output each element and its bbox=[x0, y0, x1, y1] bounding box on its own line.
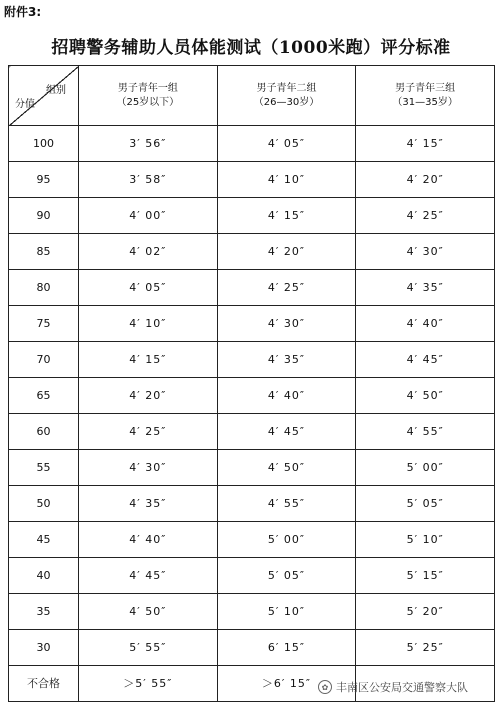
group-name: 男子青年三组 bbox=[395, 82, 456, 94]
group1-time-cell: 4′ 00″ bbox=[79, 198, 218, 234]
table-row bbox=[9, 198, 495, 234]
group3-time-cell: 5′ 15″ bbox=[356, 558, 495, 594]
score-cell: 70 bbox=[9, 342, 79, 378]
group1-time-cell: 4′ 10″ bbox=[79, 306, 218, 342]
group-age-range: （25岁以下） bbox=[116, 96, 180, 108]
table-row bbox=[9, 270, 495, 306]
score-cell: 90 bbox=[9, 198, 79, 234]
group-name: 男子青年一组 bbox=[117, 82, 178, 94]
score-cell: 35 bbox=[9, 594, 79, 630]
group1-time-cell: 4′ 45″ bbox=[79, 558, 218, 594]
group1-time-cell: 4′ 05″ bbox=[79, 270, 218, 306]
score-cell: 30 bbox=[9, 630, 79, 666]
group3-time-cell: 4′ 35″ bbox=[356, 270, 495, 306]
group-name: 男子青年二组 bbox=[256, 82, 317, 94]
group3-time-cell: 5′ 00″ bbox=[356, 450, 495, 486]
group2-time-cell: 4′ 20″ bbox=[217, 234, 356, 270]
group3-time-cell: 5′ 05″ bbox=[356, 486, 495, 522]
table-row bbox=[9, 486, 495, 522]
score-cell: 不合格 bbox=[9, 666, 79, 702]
score-cell: 65 bbox=[9, 378, 79, 414]
group2-time-cell: 4′ 50″ bbox=[217, 450, 356, 486]
group1-time-cell: 4′ 25″ bbox=[79, 414, 218, 450]
group2-time-cell: 4′ 05″ bbox=[217, 126, 356, 162]
group3-time-cell: 4′ 40″ bbox=[356, 306, 495, 342]
table-row bbox=[9, 522, 495, 558]
group3-time-cell: 4′ 50″ bbox=[356, 378, 495, 414]
group1-time-cell: 4′ 02″ bbox=[79, 234, 218, 270]
table-row bbox=[9, 306, 495, 342]
group3-time-cell: 5′ 20″ bbox=[356, 594, 495, 630]
group2-time-cell: 5′ 05″ bbox=[217, 558, 356, 594]
score-cell: 80 bbox=[9, 270, 79, 306]
group2-time-cell: 5′ 10″ bbox=[217, 594, 356, 630]
group1-time-cell: 4′ 35″ bbox=[79, 486, 218, 522]
group1-time-cell: 3′ 58″ bbox=[79, 162, 218, 198]
score-cell: 40 bbox=[9, 558, 79, 594]
group1-time-cell: 4′ 15″ bbox=[79, 342, 218, 378]
wechat-official-account-icon: ✿ bbox=[318, 680, 332, 694]
group3-time-cell: 4′ 45″ bbox=[356, 342, 495, 378]
table-row bbox=[9, 234, 495, 270]
score-cell: 50 bbox=[9, 486, 79, 522]
group1-time-cell: 3′ 56″ bbox=[79, 126, 218, 162]
table-row bbox=[9, 594, 495, 630]
group2-time-cell: 4′ 45″ bbox=[217, 414, 356, 450]
score-cell: 100 bbox=[9, 126, 79, 162]
group1-time-cell: 4′ 40″ bbox=[79, 522, 218, 558]
score-cell: 60 bbox=[9, 414, 79, 450]
diagonal-header-cell bbox=[9, 66, 79, 126]
table-row bbox=[9, 450, 495, 486]
group3-time-cell: 5′ 10″ bbox=[356, 522, 495, 558]
group2-time-cell: 4′ 10″ bbox=[217, 162, 356, 198]
attachment-label: 附件3: bbox=[4, 5, 42, 19]
group-header-2 bbox=[217, 66, 356, 126]
group2-time-cell: ＞6′ 15″ bbox=[217, 666, 356, 702]
group1-time-cell: 4′ 20″ bbox=[79, 378, 218, 414]
group1-time-cell: ＞5′ 55″ bbox=[79, 666, 218, 702]
group-age-range: （26—30岁） bbox=[253, 96, 320, 108]
table-header-row bbox=[9, 66, 495, 126]
table-row bbox=[9, 126, 495, 162]
group3-time-cell: 4′ 20″ bbox=[356, 162, 495, 198]
group3-time-cell: 4′ 55″ bbox=[356, 414, 495, 450]
score-cell: 45 bbox=[9, 522, 79, 558]
group1-time-cell: 5′ 55″ bbox=[79, 630, 218, 666]
group2-time-cell: 6′ 15″ bbox=[217, 630, 356, 666]
table-row bbox=[9, 342, 495, 378]
score-cell: 75 bbox=[9, 306, 79, 342]
table-row bbox=[9, 558, 495, 594]
table-row bbox=[9, 162, 495, 198]
group1-time-cell: 4′ 50″ bbox=[79, 594, 218, 630]
table-row bbox=[9, 378, 495, 414]
score-cell: 95 bbox=[9, 162, 79, 198]
group3-time-cell: 4′ 15″ bbox=[356, 126, 495, 162]
group2-time-cell: 4′ 55″ bbox=[217, 486, 356, 522]
group1-time-cell: 4′ 30″ bbox=[79, 450, 218, 486]
watermark-text: 丰南区公安局交通警察大队 bbox=[336, 681, 468, 694]
group2-time-cell: 4′ 25″ bbox=[217, 270, 356, 306]
group3-time-cell: 4′ 25″ bbox=[356, 198, 495, 234]
group3-time-cell: 4′ 30″ bbox=[356, 234, 495, 270]
group2-time-cell: 4′ 30″ bbox=[217, 306, 356, 342]
score-cell: 55 bbox=[9, 450, 79, 486]
group2-time-cell: 5′ 00″ bbox=[217, 522, 356, 558]
watermark bbox=[318, 679, 468, 695]
group-age-range: （31—35岁） bbox=[392, 96, 458, 108]
group3-time-cell: 5′ 25″ bbox=[356, 630, 495, 666]
diag-top-label: 组别 bbox=[46, 85, 66, 96]
group2-time-cell: 4′ 35″ bbox=[217, 342, 356, 378]
score-cell: 85 bbox=[9, 234, 79, 270]
group2-time-cell: 4′ 15″ bbox=[217, 198, 356, 234]
scoring-table bbox=[8, 65, 495, 702]
table-row bbox=[9, 630, 495, 666]
group2-time-cell: 4′ 40″ bbox=[217, 378, 356, 414]
diag-bottom-label: 分值 bbox=[15, 99, 35, 110]
page-title: 招聘警务辅助人员体能测试（1000米跑）评分标准 bbox=[51, 38, 451, 58]
group-header-1 bbox=[79, 66, 218, 126]
table-row bbox=[9, 414, 495, 450]
group-header-3 bbox=[356, 66, 495, 126]
